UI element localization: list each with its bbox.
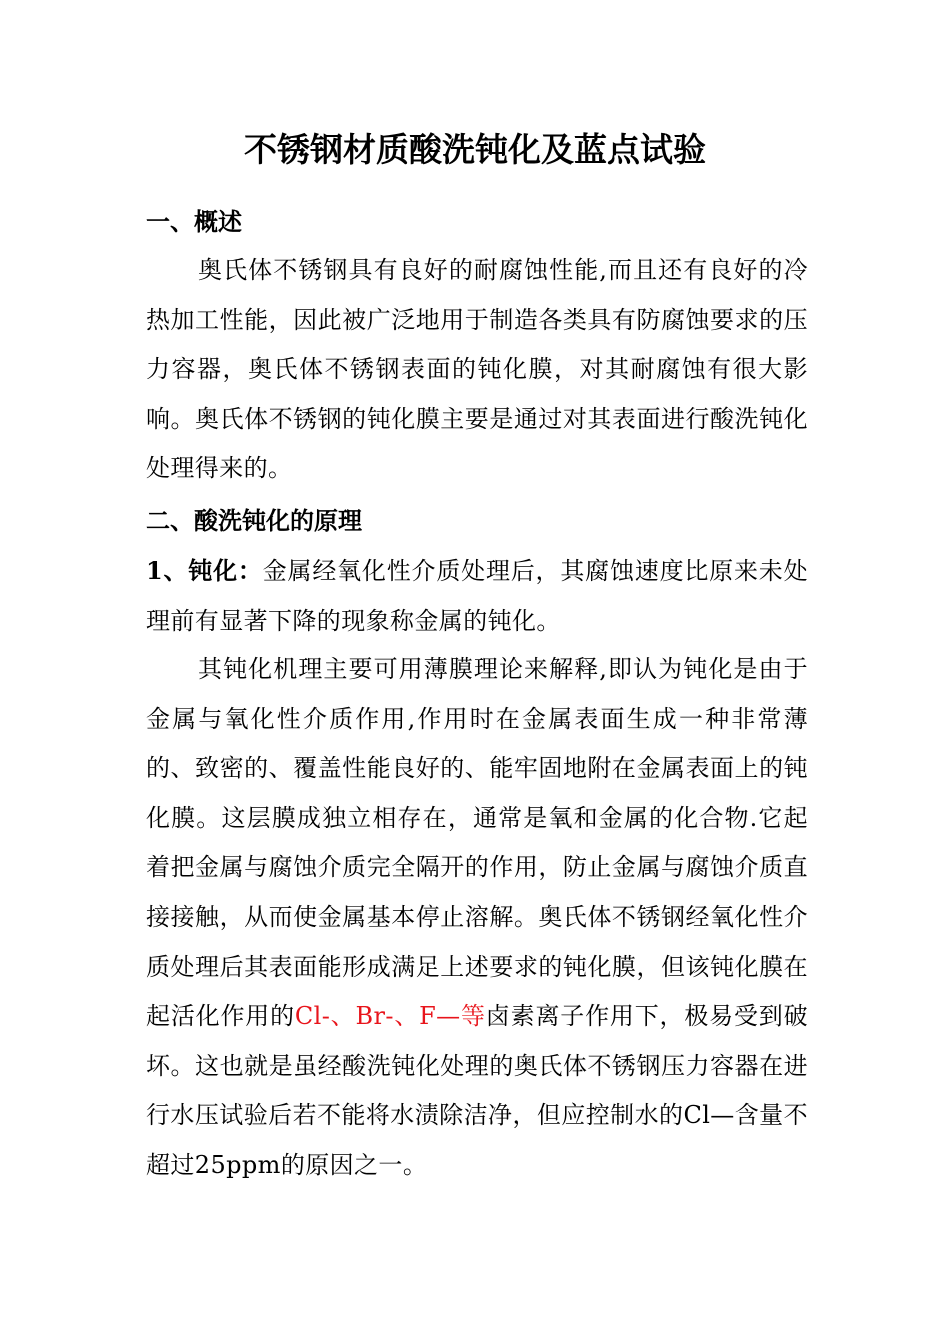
section-heading-overview: 一、概述 (146, 207, 242, 236)
section-heading-principle: 二、酸洗钝化的原理 (146, 506, 362, 535)
mechanism-text-part2: 卤素离子作用下，极易受到破坏。这也就是虽经酸洗钝化处理的奥氏体不锈钢压力容器在进行水压试验后若不能将水渍除洁净，但应控制水的Cl—含量不超过25ppm的原因之一。 (146, 1002, 809, 1179)
passivation-definition-text: 金属经氧化性介质处理后，其腐蚀速度比原来未处理前有显著下降的现象称金属的钝化。 (146, 557, 808, 635)
mechanism-text-part1: 其钝化机理主要可用薄膜理论来解释,即认为钝化是由于金属与氧化性介质作用,作用时在金属表面生成一种非常薄的、致密的、覆盖性能良好的、能牢固地附在金属表面上的钝化膜。这层膜成独立相存在，通常是氧和金属的化合物.它起着把金属与腐蚀介质完全隔开的作用，防止金属与腐蚀介质直接接触，从而使金属基本停止溶解。奥氏体不锈钢经氧化性介质处理后其表面能形成满足上述要求的钝化膜，但该钝化膜在起活化作用的 (146, 655, 808, 1031)
passivation-term-label: 1、钝化： (146, 556, 263, 585)
passivation-definition-paragraph (146, 546, 808, 646)
passivation-mechanism-paragraph (146, 645, 808, 1191)
overview-paragraph: 奥氏体不锈钢具有良好的耐腐蚀性能,而且还有良好的冷热加工性能，因此被广泛地用于制造各类具有防腐蚀要求的压力容器，奥氏体不锈钢表面的钝化膜，对其耐腐蚀有很大影响。奥氏体不锈钢的钝化膜主要是通过对其表面进行酸洗钝化处理得来的。 (146, 256, 808, 483)
halide-ions-highlight: Cl-、Br-、F—等 (294, 1002, 486, 1031)
document-title: 不锈钢材质酸洗钝化及蓝点试验 (244, 130, 706, 169)
